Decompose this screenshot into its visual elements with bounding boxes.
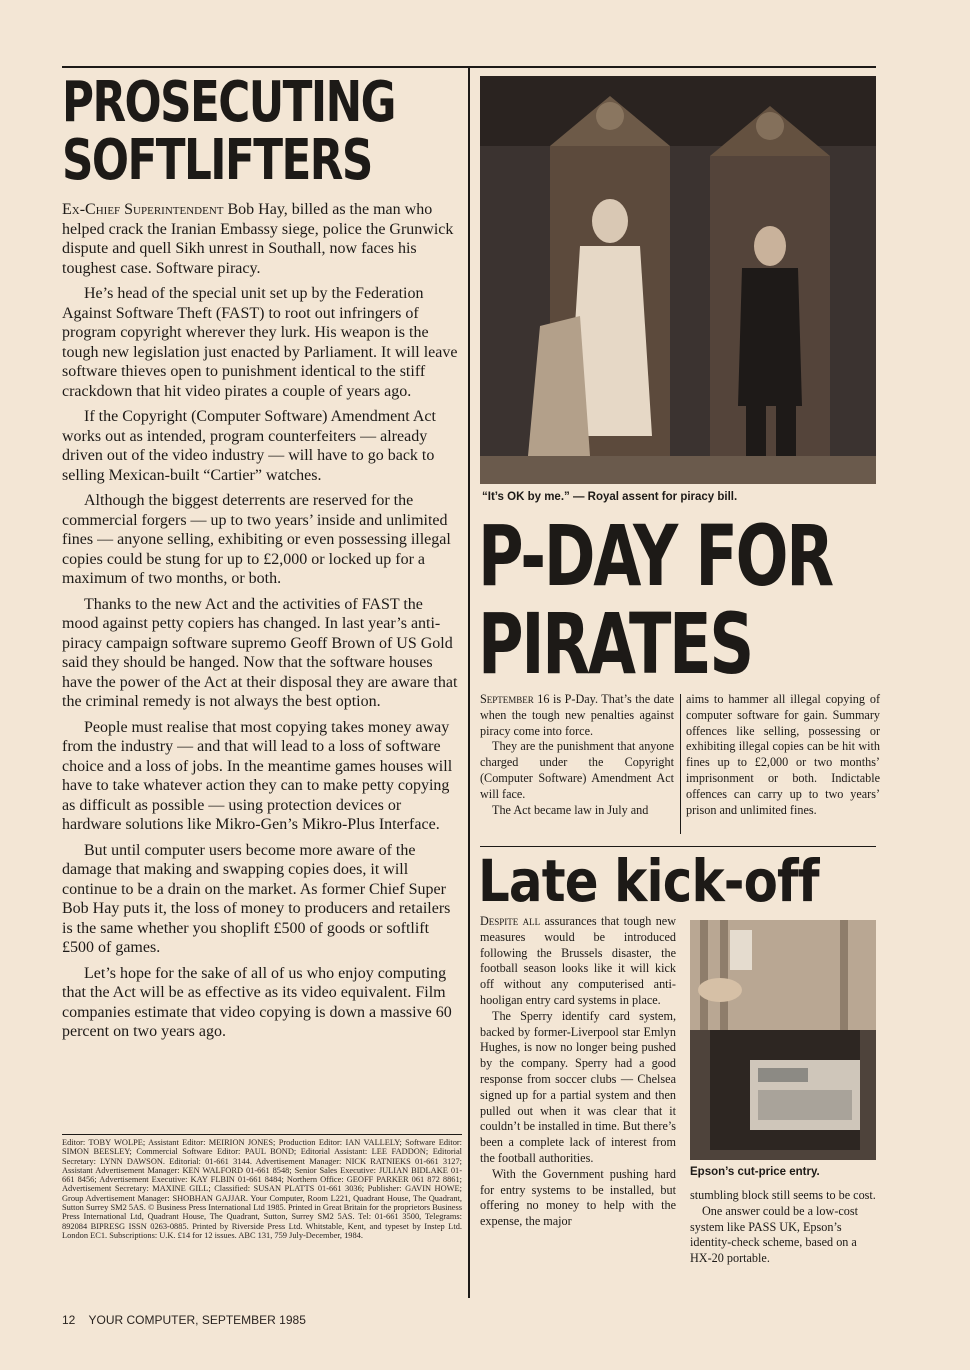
royal-assent-photo xyxy=(480,76,876,484)
kickoff-lead-smallcaps: Despite all xyxy=(480,914,541,928)
lead-smallcaps: Ex-Chief Superintendent xyxy=(62,201,224,218)
kickoff-lead xyxy=(480,914,676,1009)
lead-text: Bob Hay, billed as the man who helped crack the Iranian Embassy siege, police the Grunwick dispute and quell Sikh unrest in Southall, now faces his toughest case. Software piracy. xyxy=(62,201,454,277)
body-paragraph: If the Copyright (Computer Software) Amendment Act works out as intended, program counterfeiters — already driven out of the video industry — will have to go back to selling Mexican-built “Cartier” watches. xyxy=(62,408,436,484)
page-number: 12 xyxy=(62,1313,76,1327)
column-divider xyxy=(468,68,470,1298)
kickoff-column-1 xyxy=(480,914,676,1230)
kickoff-paragraph: The Sperry identify card system, backed by former-Liverpool star Emlyn Hughes, is now no longer being pushed by the company. Sperry had a good response from soccer clubs — Chelsea signed up for a partial system and then pulled out when it was clear that it couldn’t be installed in time. But there’s been a complete lack of interest from the football authorities. xyxy=(480,1008,676,1165)
pday-lead-text: is P-Day. That’s the date when the tough new penalties against piracy come into force. xyxy=(480,692,674,738)
pday-headline-line-1: P-DAY FOR xyxy=(478,507,832,605)
epson-photo xyxy=(690,920,876,1160)
body-paragraph: Although the biggest deterrents are reserved for the commercial forgers — up to two years’ inside and unlimited fines — anyone selling, exhibiting or even possessing illegal copies could be stung for up to £2,000 or locked up for a maximum of two months, or both. xyxy=(62,492,451,587)
headline-line-2: SOFTLIFTERS xyxy=(62,128,372,193)
kickoff-paragraph: stumbling block still seems to be cost. xyxy=(690,1188,876,1202)
pday-column-1 xyxy=(480,692,674,818)
masthead-credits: Editor: TOBY WOLPE; Assistant Editor: MEIRION JONES; Production Editor: IAN VALLELY; Software Editor: SIMON BEESLEY; Commercial Software Editor: PAUL BOND; Editorial Assistant: LEE FADDON; Editorial Secretary: LYNN DAWSON. Editorial: 01-661 3144. Advertisement Manager: NICK RATNIEKS 01-661 3127; Assistant Advertisement Manager: KEN WALFORD 01-661 8548; Senior Sales Executive: JULIAN BIDLAKE 01-661 8456; Advertisement Executive: KAY FLBIN 01-661 8484; Northern Office: GEOFF PARKER 061 872 8861; Advertisement Secretary: MAXINE GILL; Classified: SUSAN PLATTS 01-661 3036; Publisher: GAVIN HOWE; Group Advertisement Manager: SHOBHAN GAJJAR. Your Computer, Room L221, Quadrant House, The Quadrant, Sutton Surrey SM2 5AS. © Business Press International Ltd 1985. Printed in Great Britain for the proprietors Business Press International Ltd, Quadrant House, The Quadrant, Sutton, Surrey SM2 5AS. Tel: 01-661 3500, Telegrams: 892084 BIPRESG ISSN 0263-0885. Printed by Riverside Press Ltd. Whitstable, Kent, and typeset by Instep Ltd. London EC1. Subscriptions: U.K. £14 for 12 issues. ABC 131, 759 July-December, 1984. xyxy=(62,1134,462,1240)
pday-headline xyxy=(478,507,832,693)
royal-assent-caption: “It’s OK by me.” — Royal assent for piracy bill. xyxy=(482,491,738,503)
card-reader-illustration xyxy=(690,920,876,1160)
body-paragraph: He’s head of the special unit set up by the Federation Against Software Theft (FAST) to root out infringers of program copyright wherever they lurk. His weapon is the tough new legislation just enacted by Parliament. It will leave software thieves open to punishment identical to the stiff crackdown that hit video pirates a couple of years ago. xyxy=(62,285,458,400)
body-paragraph: Thanks to the new Act and the activities of FAST the mood against petty copiers has changed. In last year’s anti-piracy campaign software supremo Geoff Brown of US Gold said they should be hanged. Now that the software houses have the power of the Act at their disposal they are aware that the criminal remedy is not always the best option. xyxy=(62,595,458,710)
pday-column-rule xyxy=(680,694,681,834)
body-paragraph: People must realise that most copying takes money away from the industry — and that will lead to a loss of software choice and a loss of jobs. In the meantime games houses will have to take whatever action they can to make petty copying as difficult as possible — using protection devices or hardware solutions like Mikro-Gen’s Mikro-Plus Interface. xyxy=(62,718,453,833)
body-paragraph: Let’s hope for the sake of all of us who enjoy computing that the Act will be as effective as its video equivalent. Film companies estimate that video copying is down a massive 60 percent on two years ago. xyxy=(62,964,452,1040)
softlifters-body xyxy=(62,200,458,1042)
throne-photo-illustration xyxy=(480,76,876,484)
lead-paragraph xyxy=(62,200,458,278)
pday-lead xyxy=(480,692,674,739)
kickoff-column-2 xyxy=(690,1188,878,1267)
kickoff-lead-text: assurances that tough new measures would be introduced following the Brussels disaster, the football season looks like it will kick off without any computerised anti-hooligan entry card systems in place. xyxy=(480,914,676,1007)
pday-column-2 xyxy=(686,692,880,818)
epson-caption: Epson’s cut-price entry. xyxy=(690,1166,820,1178)
pday-lead-smallcaps: September 16 xyxy=(480,692,550,706)
softlifters-headline xyxy=(62,70,452,193)
headline-line-1: PROSECUTING xyxy=(62,70,395,135)
kickoff-headline: Late kick-off xyxy=(478,847,819,915)
pday-paragraph: The Act became law in July and xyxy=(492,802,649,817)
page-footer xyxy=(62,1313,316,1327)
kickoff-paragraph: One answer could be a low-cost system like PASS UK, Epson’s identity-check scheme, based on a HX-20 portable. xyxy=(690,1203,859,1266)
kickoff-paragraph: With the Government pushing hard for entry systems to be installed, but offering no money to help with the expense, the major xyxy=(480,1166,676,1229)
body-paragraph: But until computer users become more aware of the damage that making and swapping copies does, it will continue to be a drain on the market. As former Chief Super Bob Hay puts it, the loss of money to producers and retailers is the same whether you shoplift £500 of goods or softlift £500 of games. xyxy=(62,841,451,956)
pday-paragraph: They are the punishment that anyone charged under the Copyright (Computer Software) Amendment Act will face. xyxy=(480,739,674,801)
publication-line: YOUR COMPUTER, SEPTEMBER 1985 xyxy=(88,1313,306,1327)
pday-paragraph: aims to hammer all illegal copying of computer software for gain. Summary offences like selling, possessing or exhibiting illegal copies can be hit with fines up to £2,000 or two months’ imprisonment or both. Indictable offences can carry up to two years’ prison and unlimited fines. xyxy=(686,692,880,817)
pday-headline-line-2: PIRATES xyxy=(478,595,752,693)
softlifters-article xyxy=(62,70,458,1048)
